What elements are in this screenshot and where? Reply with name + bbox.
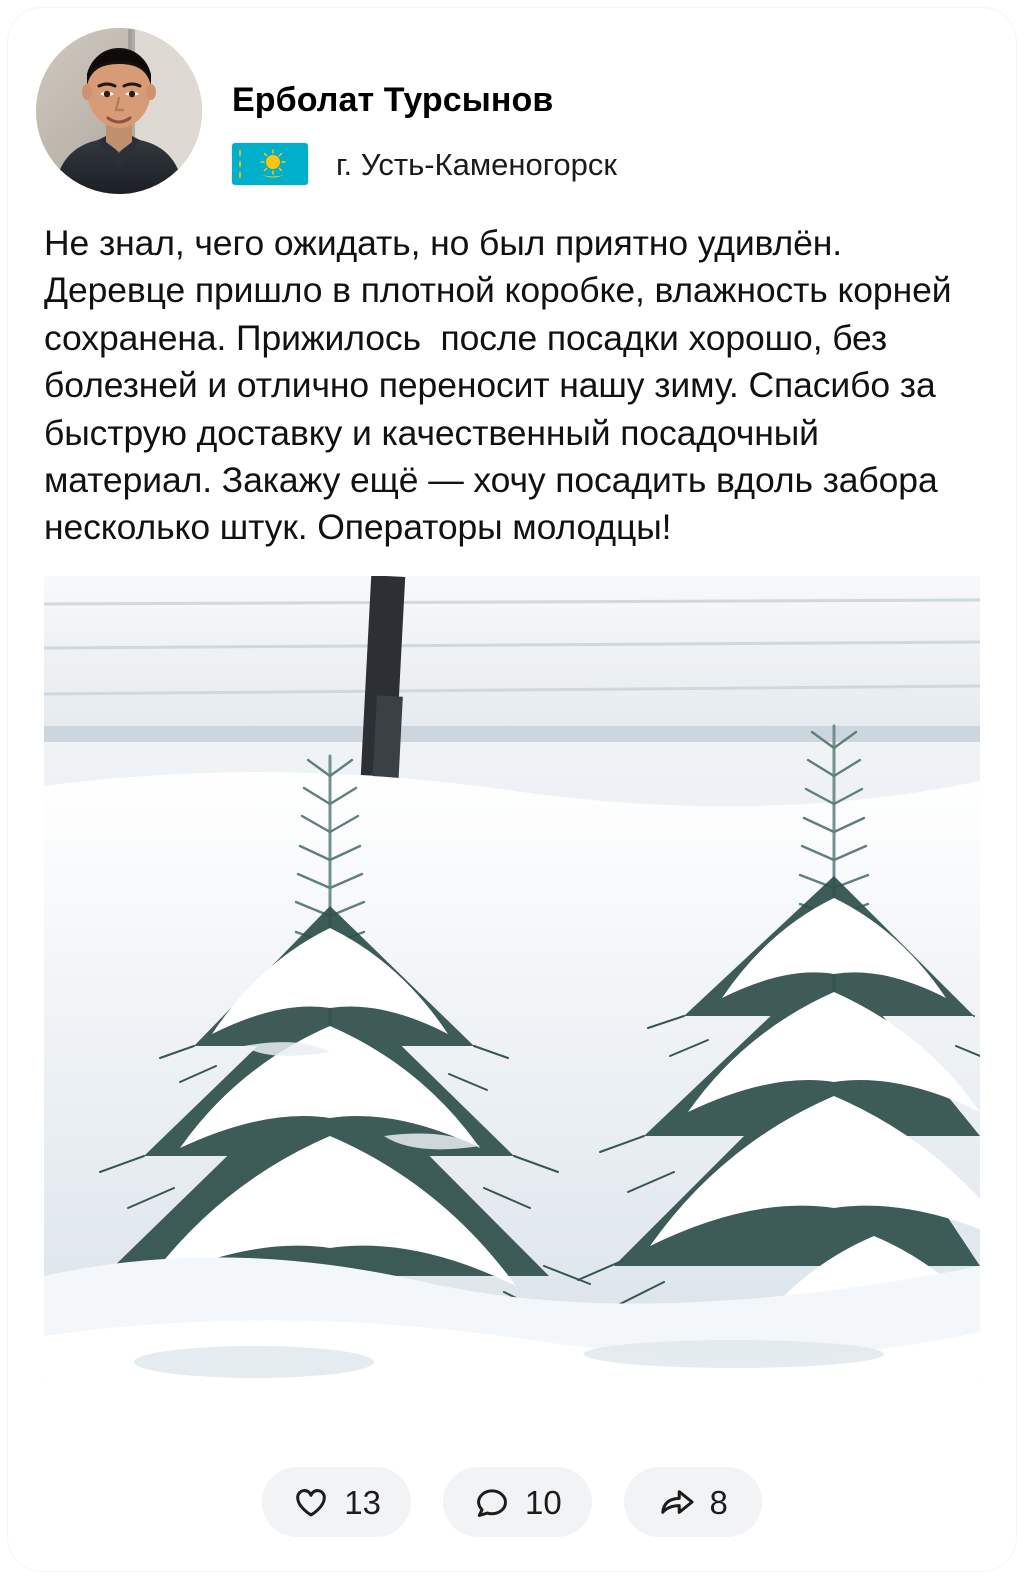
review-header	[8, 8, 1016, 194]
heart-icon	[292, 1483, 330, 1521]
review-photo[interactable]	[44, 576, 980, 1382]
comment-count: 10	[525, 1483, 562, 1521]
kazakhstan-flag-icon	[232, 143, 308, 185]
review-text: Не знал, чего ожидать, но был приятно удивлён. Деревце пришло в плотной коробке, влажность корней сохранена. Прижилось после посадки хорошо, без болезней и отлично переносит нашу зиму. Спасибо за быструю доставку и качественный посадочный материал. Закажу ещё — хочу посадить вдоль забора несколько штук. Операторы молодцы!	[44, 223, 962, 548]
share-button[interactable]	[624, 1467, 762, 1537]
avatar	[36, 28, 202, 194]
author-city: г. Усть-Каменогорск	[336, 146, 617, 182]
author-name: Ерболат Турсынов	[232, 81, 554, 119]
author-info	[232, 28, 617, 185]
like-count: 13	[344, 1483, 381, 1521]
action-bar	[8, 1467, 1016, 1537]
author-location	[232, 143, 617, 185]
comment-button[interactable]	[443, 1467, 592, 1537]
comment-icon	[473, 1483, 511, 1521]
share-icon	[658, 1483, 696, 1521]
review-card	[8, 8, 1016, 1571]
share-count: 8	[709, 1483, 728, 1521]
like-button[interactable]	[262, 1467, 411, 1537]
